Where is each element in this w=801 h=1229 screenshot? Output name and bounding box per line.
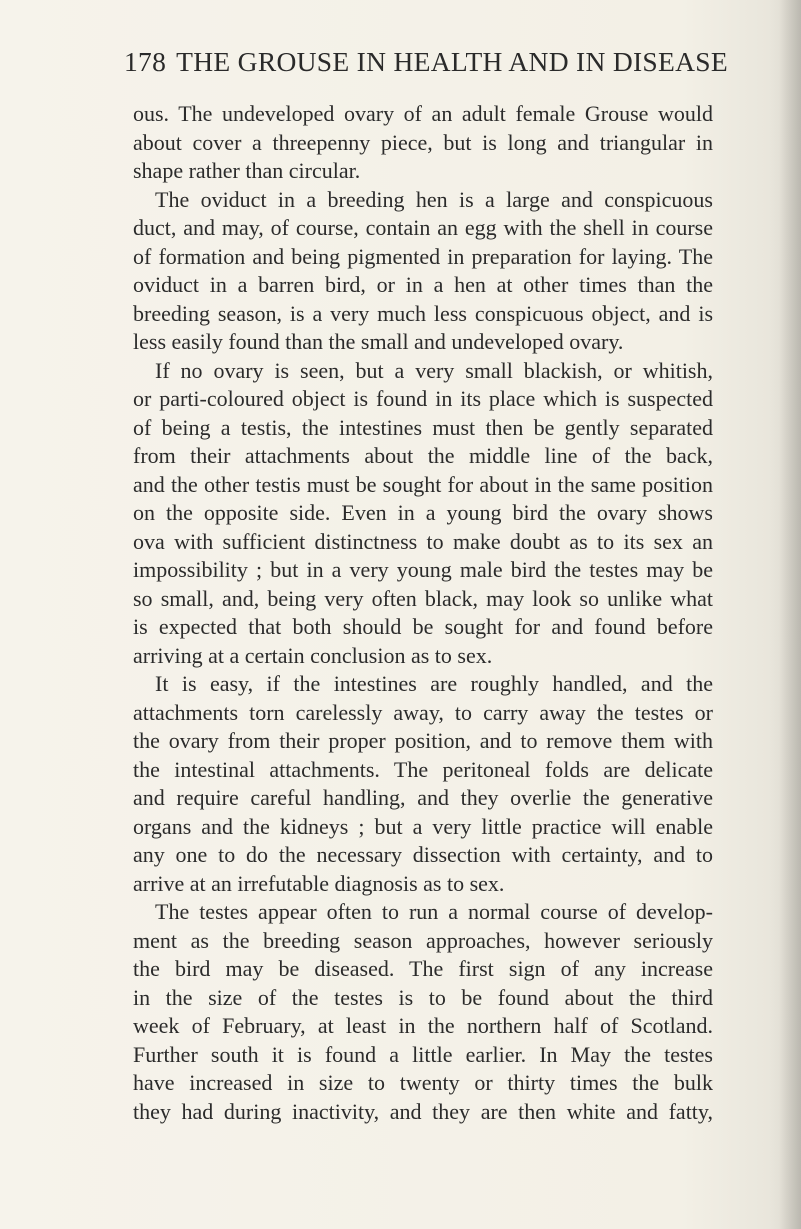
text-line: attachments torn carelessly away, to carry away the testes or <box>133 699 713 725</box>
text-line: Further south it is found a little earlier. In May the testes <box>133 1041 713 1067</box>
page-number: 178 <box>124 46 167 77</box>
text-line: The testes appear often to run a normal course of develop- <box>155 899 713 924</box>
text-line: is expected that both should be sought for and found before <box>133 614 713 639</box>
text-line: the ovary from their proper position, and to remove them with <box>133 728 713 753</box>
page-edge-shadow <box>779 0 801 1229</box>
text-line: in the size of the testes is to be found about the third <box>133 984 713 1010</box>
text-line: about cover a threepenny piece, but is long and triangular in <box>133 129 713 155</box>
text-line: less easily found than the small and undeveloped ovary. <box>133 329 624 354</box>
text-line: ova with sufficient distinctness to make doubt as to its sex an <box>133 528 713 554</box>
text-line: organs and the kidneys ; but a very little practice will enable <box>133 813 713 839</box>
text-line: they had during inactivity, and they are then white and fatty, <box>133 1098 713 1124</box>
text-line: and require careful handling, and they overlie the generative <box>133 785 713 810</box>
text-line: week of February, at least in the northern half of Scotland. <box>133 1013 713 1038</box>
text-line: It is easy, if the intestines are roughly handled, and the <box>155 671 713 696</box>
text-line: and the other testis must be sought for about in the same position <box>133 471 713 497</box>
text-line: oviduct in a barren bird, or in a hen at other times than the <box>133 272 713 297</box>
running-title: THE GROUSE IN HEALTH AND IN DISEASE <box>176 46 728 77</box>
text-line: on the opposite side. Even in a young bird the ovary shows <box>133 500 713 525</box>
text-line: of formation and being pigmented in preparation for laying. The <box>133 243 713 269</box>
text-line: from their attachments about the middle line of the back, <box>133 443 713 468</box>
text-line: the intestinal attachments. The peritoneal folds are delicate <box>133 756 713 782</box>
body-text <box>133 100 713 1126</box>
text-line: impossibility ; but in a very young male bird the testes may be <box>133 557 713 582</box>
text-line: so small, and, being very often black, may look so unlike what <box>133 585 713 611</box>
text-line: If no ovary is seen, but a very small blackish, or whitish, <box>155 357 713 383</box>
text-line: shape rather than circular. <box>133 158 361 183</box>
text-line: ous. The undeveloped ovary of an adult female Grouse would <box>133 101 713 126</box>
text-line: or parti-coloured object is found in its place which is suspected <box>133 386 713 411</box>
text-line: breeding season, is a very much less conspicuous object, and is <box>133 300 713 326</box>
text-line: ment as the breeding season approaches, however seriously <box>133 927 713 953</box>
text-line: any one to do the necessary dissection with certainty, and to <box>133 842 713 867</box>
text-line: arriving at a certain conclusion as to sex. <box>133 642 493 668</box>
text-line: The oviduct in a breeding hen is a large and conspicuous <box>155 186 713 212</box>
text-line: duct, and may, of course, contain an egg with the shell in course <box>133 215 713 240</box>
text-line: of being a testis, the intestines must then be gently separated <box>133 414 713 440</box>
text-line: arrive at an irrefutable diagnosis as to sex. <box>133 870 505 896</box>
running-header <box>124 46 728 78</box>
text-line: the bird may be diseased. The first sign of any increase <box>133 956 713 981</box>
text-line: have increased in size to twenty or thirty times the bulk <box>133 1070 713 1095</box>
